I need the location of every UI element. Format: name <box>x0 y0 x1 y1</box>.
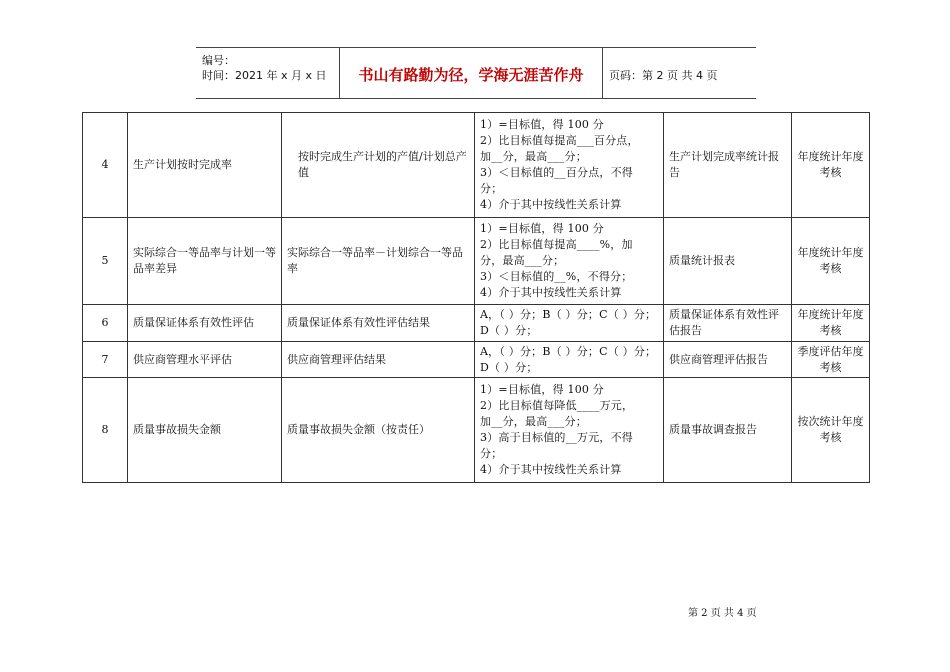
assessment-method: 年度统计年度考核 <box>792 218 870 305</box>
data-source: 质量事故调查报告 <box>664 378 792 483</box>
assessment-table <box>82 112 870 483</box>
criteria-line: 1）=目标值，得 100 分 <box>480 222 605 235</box>
criteria-line: 3）高于目标值的__万元，不得 <box>480 431 633 444</box>
assessment-method: 季度评估年度考核 <box>792 342 870 378</box>
indicator-definition: 按时完成生产计划的产值/计划总产值 <box>282 113 475 218</box>
row-number: 4 <box>83 113 128 218</box>
document-number-label: 编号： <box>202 54 235 67</box>
criteria-line: 分； <box>480 182 503 195</box>
criteria-line: A，（ ）分；B（ ）分；C（ ）分； <box>480 344 657 358</box>
indicator-name: 质量保证体系有效性评估 <box>128 305 282 342</box>
criteria-line: 2）比目标值每提高___百分点， <box>480 134 639 147</box>
criteria-line: 1）=目标值，得 100 分 <box>480 118 605 131</box>
criteria-line: 加__分，最高___分； <box>480 415 587 428</box>
data-source: 质量保证体系有效性评估报告 <box>664 305 792 342</box>
row-number: 5 <box>83 218 128 305</box>
criteria-line: 3）＜目标值的__百分点，不得 <box>480 166 633 179</box>
table-row <box>83 378 870 483</box>
table-row <box>83 305 870 342</box>
criteria-line: 加__分，最高___分； <box>480 150 587 163</box>
document-header <box>196 47 756 99</box>
table-row <box>83 218 870 305</box>
scoring-criteria <box>475 378 664 483</box>
criteria-line: 分，最高___分； <box>480 254 565 267</box>
indicator-name: 实际综合一等品率与计划一等品率差异 <box>128 218 282 305</box>
assessment-method: 年度统计年度考核 <box>792 113 870 218</box>
data-source: 质量统计报表 <box>664 218 792 305</box>
indicator-definition: 供应商管理评估结果 <box>282 342 475 378</box>
data-source: 生产计划完成率统计报告 <box>664 113 792 218</box>
criteria-line: 2）比目标值每降低____万元， <box>480 399 634 412</box>
criteria-line: 4）介于其中按线性关系计算 <box>480 198 622 211</box>
row-number: 8 <box>83 378 128 483</box>
indicator-name: 供应商管理水平评估 <box>128 342 282 378</box>
scoring-criteria <box>475 113 664 218</box>
criteria-line: 3）＜目标值的__%，不得分； <box>480 270 633 283</box>
header-motto: 书山有路勤为径，学海无涯苦作舟 <box>358 66 584 84</box>
indicator-definition: 质量事故损失金额（按责任） <box>282 378 475 483</box>
table-row <box>83 342 870 378</box>
footer-page-number: 第 2 页 共 4 页 <box>688 608 757 619</box>
criteria-line: 2）比目标值每提高____%，加 <box>480 238 633 251</box>
criteria-line: A，（ ）分；B（ ）分；C（ ）分； <box>480 308 657 321</box>
indicator-definition: 实际综合一等品率－计划综合一等品率 <box>282 218 475 305</box>
row-number: 7 <box>83 342 128 378</box>
indicator-name: 生产计划按时完成率 <box>128 113 282 218</box>
indicator-definition: 质量保证体系有效性评估结果 <box>282 305 475 342</box>
table-row <box>83 113 870 218</box>
criteria-line: 1）=目标值，得 100 分 <box>480 383 605 396</box>
scoring-criteria <box>475 218 664 305</box>
data-source: 供应商管理评估报告 <box>664 342 792 378</box>
criteria-line: D（ ）分； <box>480 360 538 374</box>
criteria-line: D（ ）分； <box>480 324 538 337</box>
criteria-line: 4）介于其中按线性关系计算 <box>480 463 622 476</box>
assessment-method: 按次统计年度考核 <box>792 378 870 483</box>
scoring-criteria <box>475 305 664 342</box>
header-motto-cell <box>340 48 603 98</box>
header-page-number: 页码：第 2 页 共 4 页 <box>609 69 718 82</box>
header-meta <box>196 48 340 98</box>
scoring-criteria <box>475 342 664 378</box>
assessment-method: 年度统计年度考核 <box>792 305 870 342</box>
document-date: 时间：2021 年 x 月 x 日 <box>202 69 327 82</box>
criteria-line: 4）介于其中按线性关系计算 <box>480 286 622 299</box>
indicator-name: 质量事故损失金额 <box>128 378 282 483</box>
row-number: 6 <box>83 305 128 342</box>
header-page-cell <box>603 48 755 98</box>
criteria-line: 分； <box>480 447 503 460</box>
